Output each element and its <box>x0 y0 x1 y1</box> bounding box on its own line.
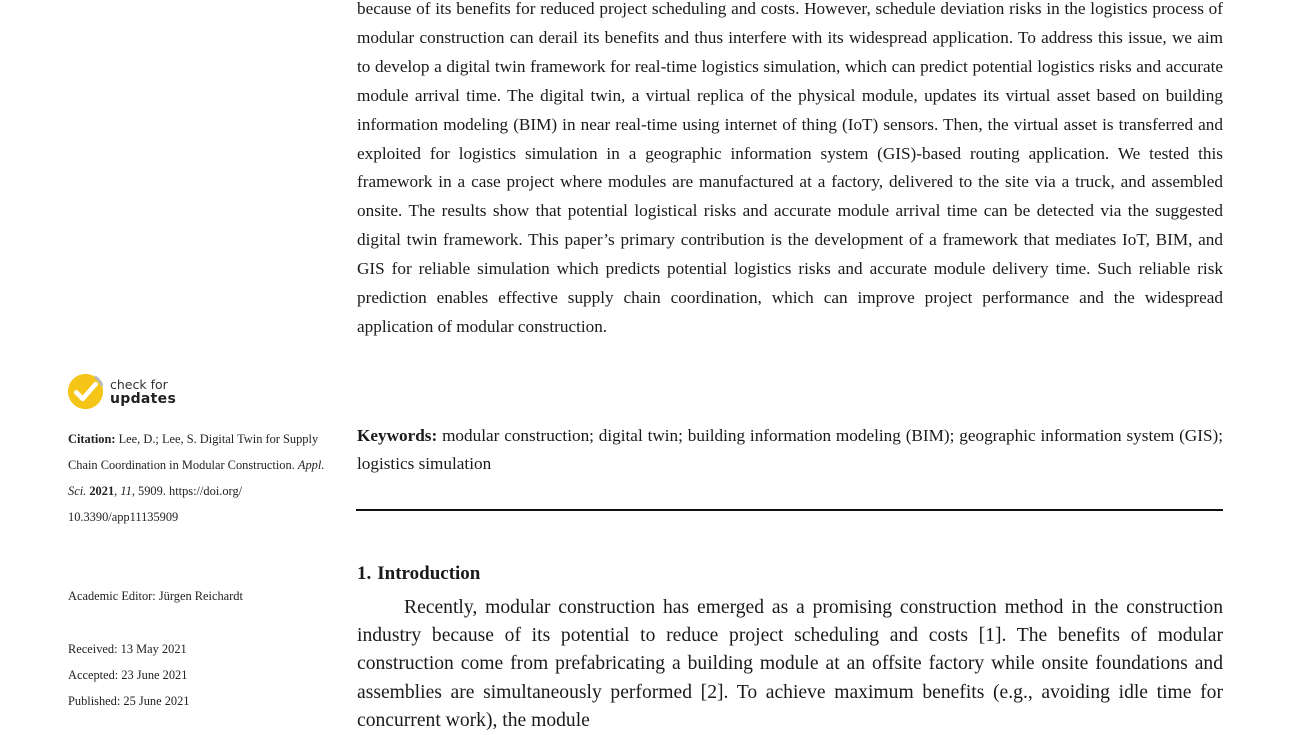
abstract-text: because of its benefits for reduced project scheduling and costs. However, schedule deviation risks in the logistics process of modular construction can derail its benefits and thus interfere with its widespread application. To address this issue, we aim to develop a digital twin framework for real-time logistics simulation, which can predict potential logistics risks and accurate module arrival time. The digital twin, a virtual replica of the physical module, updates its virtual asset based on building information modeling (BIM) in near real-time using internet of thing (IoT) sensors. Then, the virtual asset is transferred and exploited for logistics simulation in a geographic information system (GIS)-based routing application. We tested this framework in a case project where modules are manufactured at a factory, delivered to the site via a truck, and assembled onsite. The results show that potential logistical risks and accurate module arrival time can be detected via the suggested digital twin framework. This paper’s primary contribution is the development of a framework that mediates IoT, BIM, and GIS for reliable simulation which predicts potential logistics risks and accurate module delivery time. Such reliable risk prediction enables effective supply chain coordination, which can improve project performance and the widespread application of modular construction. <box>357 0 1223 336</box>
check-for-updates-badge[interactable] <box>67 373 176 410</box>
check-for-updates-icon <box>67 373 104 410</box>
accepted-date: Accepted: 23 June 2021 <box>68 668 188 682</box>
section-title: Introduction <box>377 563 481 584</box>
keywords-text: modular construction; digital twin; building information modeling (BIM); geographic information system (GIS); logistics simulation <box>357 426 1223 473</box>
citation-authors-title: Lee, D.; Lee, S. Digital Twin for Supply Chain Coordination in Modular Construction. <box>68 432 319 472</box>
introduction-paragraph: Recently, modular construction has emerged as a promising construction method in the construction industry because of its potential to reduce project scheduling and costs [1]. The benefits of modular construction come from prefabricating a building module at an offsite factory while onsite foundations and assemblies are simultaneously performed [2]. To achieve maximum benefits (e.g., avoiding idle time for concurrent work), the module <box>357 597 1223 731</box>
section-number: 1. <box>357 563 372 584</box>
section-divider <box>356 509 1223 511</box>
badge-line1: check for <box>110 376 168 392</box>
citation-doi[interactable]: , 5909. https://doi.org/ 10.3390/app11135909 <box>68 484 243 524</box>
academic-editor-text: Academic Editor: Jürgen Reichardt <box>68 589 243 603</box>
citation-year: 2021 <box>89 484 115 498</box>
received-date: Received: 13 May 2021 <box>68 642 187 656</box>
keywords <box>357 422 1223 478</box>
citation-label: Citation: <box>68 432 116 446</box>
published-date: Published: 25 June 2021 <box>68 694 190 708</box>
citation-journal: Appl. Sci. <box>68 458 325 498</box>
keywords-label: Keywords: <box>357 426 438 445</box>
citation-volume: 11 <box>120 484 132 498</box>
publication-dates <box>68 636 338 714</box>
section-heading <box>357 560 480 588</box>
badge-text <box>110 377 176 407</box>
academic-editor <box>68 583 338 609</box>
badge-line2: updates <box>110 390 177 407</box>
citation-block: Citation: Lee, D.; Lee, S. Digital Twin for Supply Chain Coordination in Modular Construction. Appl. Sci. 2021, 11, 5909. https://doi.org/ 10.3390/app11135909 <box>68 432 325 524</box>
